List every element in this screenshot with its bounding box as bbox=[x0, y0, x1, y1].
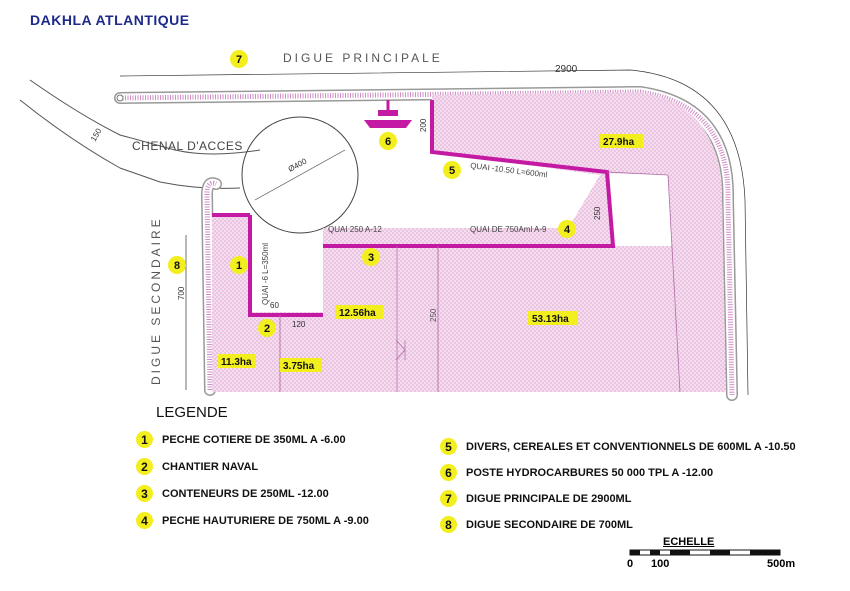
scale-title: ECHELLE bbox=[663, 536, 715, 548]
legend-text: POSTE HYDROCARBURES 50 000 TPL A -12.00 bbox=[466, 466, 714, 479]
legend-badge: 2 bbox=[136, 458, 153, 475]
legend-text: CONTENEURS DE 250ML -12.00 bbox=[162, 487, 329, 500]
quai-3-label: QUAI 250 A-12 bbox=[328, 225, 382, 234]
legend-badge: 1 bbox=[136, 431, 153, 448]
legend-item-7 bbox=[440, 490, 631, 507]
legend-title: LEGENDE bbox=[156, 404, 228, 421]
area-11-3: 11.3ha bbox=[221, 357, 252, 368]
legend-text: DIGUE SECONDAIRE DE 700ML bbox=[466, 518, 633, 531]
marker-6: 6 bbox=[384, 136, 392, 148]
quai-1-label: QUAI -6 L=350ml bbox=[261, 242, 270, 305]
legend-badge: 5 bbox=[440, 438, 457, 455]
dim-250-label: 250 bbox=[593, 206, 602, 220]
legend-item-2 bbox=[136, 458, 258, 475]
scale-bar bbox=[630, 550, 780, 555]
page-title: DAKHLA ATLANTIQUE bbox=[30, 12, 190, 28]
digue-principale-label: DIGUE PRINCIPALE bbox=[283, 51, 443, 65]
scale-label-500: 500m bbox=[767, 558, 796, 570]
legend-badge: 4 bbox=[136, 512, 153, 529]
marker-2: 2 bbox=[263, 323, 271, 335]
legend-item-5 bbox=[440, 438, 796, 455]
quai-5-label: QUAI -10.50 L=600ml bbox=[469, 161, 548, 180]
length-2900-label: 2900 bbox=[555, 64, 578, 75]
chenal-width-label: 150 bbox=[88, 126, 104, 143]
port-land bbox=[212, 92, 726, 392]
area-27-9: 27.9ha bbox=[603, 137, 635, 148]
legend-badge: 7 bbox=[440, 490, 457, 507]
quai-4-label: QUAI DE 750Aml A-9 bbox=[470, 225, 547, 234]
legend-item-8 bbox=[440, 516, 633, 533]
scale-label-100: 100 bbox=[651, 558, 670, 570]
dim-200-label: 200 bbox=[419, 118, 428, 132]
dim-700-label: 700 bbox=[177, 286, 186, 300]
dim-120-label: 120 bbox=[292, 320, 306, 329]
marker-5: 5 bbox=[448, 165, 456, 177]
legend-badge: 6 bbox=[440, 464, 457, 481]
legend-text: CHANTIER NAVAL bbox=[162, 460, 259, 473]
area-12-56: 12.56ha bbox=[339, 308, 376, 319]
legend-item-4 bbox=[136, 512, 369, 529]
legend-badge: 3 bbox=[136, 485, 153, 502]
legend-item-3 bbox=[136, 485, 329, 502]
dim-250v-label: 250 bbox=[429, 308, 438, 322]
marker-4: 4 bbox=[563, 224, 571, 236]
legend-item-1 bbox=[136, 431, 346, 448]
legend-text: DIVERS, CEREALES ET CONVENTIONNELS DE 600ML A -10.50 bbox=[466, 440, 796, 453]
marker-3: 3 bbox=[367, 252, 375, 264]
marker-1: 1 bbox=[235, 260, 243, 272]
marker-7: 7 bbox=[235, 54, 243, 66]
scale-label-0: 0 bbox=[627, 558, 634, 570]
legend-item-6 bbox=[440, 464, 713, 481]
tanker-pier-icon bbox=[364, 100, 412, 128]
area-3-75: 3.75ha bbox=[283, 361, 315, 372]
legend-text: DIGUE PRINCIPALE DE 2900ML bbox=[466, 492, 632, 505]
area-53-13: 53.13ha bbox=[532, 314, 569, 325]
digue-secondaire-label: DIGUE SECONDAIRE bbox=[149, 216, 163, 385]
chenal-label: CHENAL D'ACCES bbox=[132, 139, 243, 153]
legend-text: PECHE HAUTURIERE DE 750ML A -9.00 bbox=[162, 514, 369, 527]
legend-badge: 8 bbox=[440, 516, 457, 533]
legend-text: PECHE COTIERE DE 350ML A -6.00 bbox=[162, 433, 346, 446]
diameter-label: Ø400 bbox=[286, 156, 309, 174]
marker-8: 8 bbox=[173, 260, 181, 272]
dim-60-label: 60 bbox=[270, 301, 279, 310]
